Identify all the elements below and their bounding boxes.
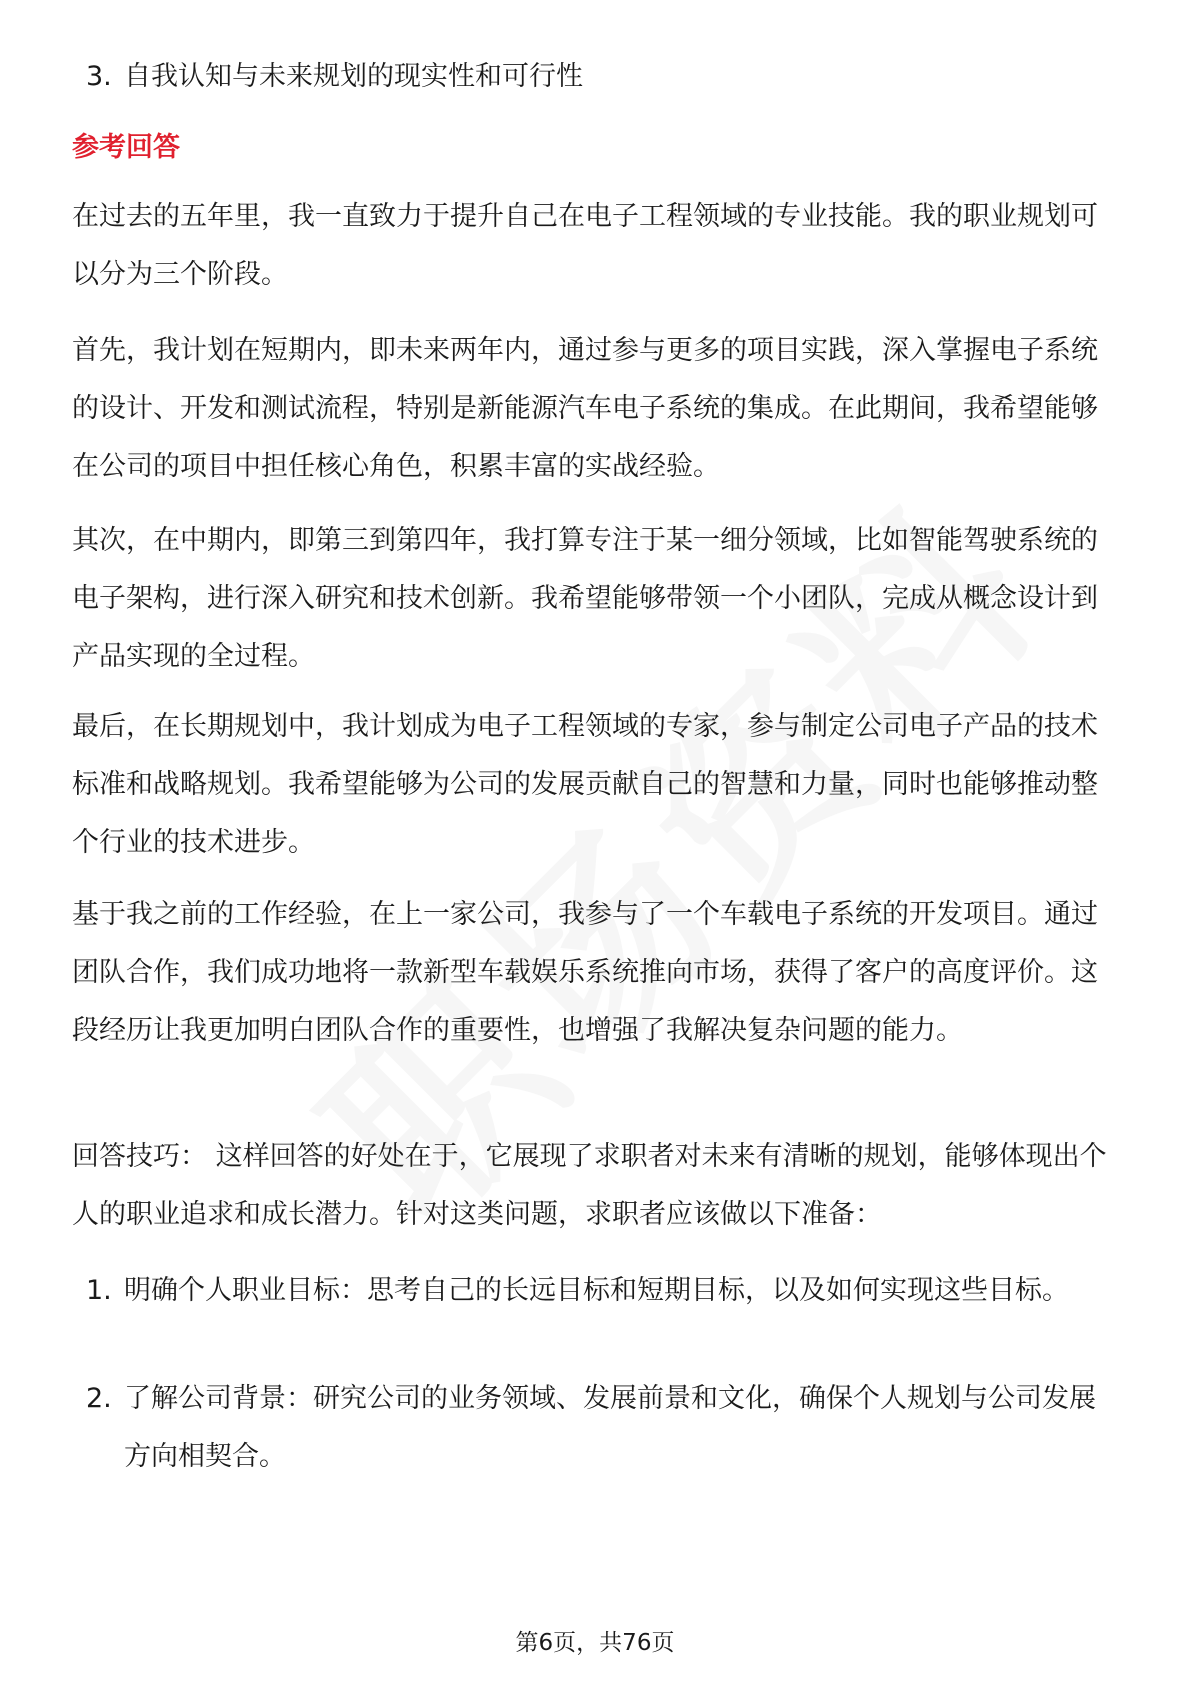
- page-footer: 第6页，共76页: [515, 1630, 675, 1656]
- paragraph-experience: 基于我之前的工作经验，在上一家公司，我参与了一个车载电子系统的开发项目。通过团队合作，我们成功地将一款新型车载娱乐系统推向市场，获得了客户的高度评价。这段经历让我更加明白团队合作的重要性，也增强了我解决复杂问题的能力。: [72, 899, 1098, 1046]
- tip-item: [86, 1370, 1116, 1486]
- list-number: 2.: [86, 1383, 112, 1414]
- paragraph-tips-intro: 回答技巧： 这样回答的好处在于，它展现了求职者对未来有清晰的规划，能够体现出个人的职业追求和成长潜力。针对这类问题，求职者应该做以下准备：: [72, 1141, 1107, 1230]
- paragraph-long-term: 最后，在长期规划中，我计划成为电子工程领域的专家，参与制定公司电子产品的技术标准和战略规划。我希望能够为公司的发展贡献自己的智慧和力量，同时也能够推动整个行业的技术进步。: [72, 711, 1098, 858]
- paragraph-mid-term: 其次，在中期内，即第三到第四年，我打算专注于某一细分领域，比如智能驾驶系统的电子架构，进行深入研究和技术创新。我希望能够带领一个小团队，完成从概念设计到产品实现的全过程。: [72, 525, 1098, 672]
- list-number: 3.: [86, 61, 112, 92]
- list-text: 明确个人职业目标：思考自己的长远目标和短期目标，以及如何实现这些目标。: [124, 1275, 1069, 1306]
- list-item-top: [86, 48, 1116, 106]
- section-label: 参考回答: [72, 132, 180, 163]
- list-text: 自我认知与未来规划的现实性和可行性: [124, 61, 583, 92]
- paragraph-intro: 在过去的五年里，我一直致力于提升自己在电子工程领域的专业技能。我的职业规划可以分为三个阶段。: [72, 201, 1098, 290]
- paragraph-short-term: 首先，我计划在短期内，即未来两年内，通过参与更多的项目实践，深入掌握电子系统的设计、开发和测试流程，特别是新能源汽车电子系统的集成。在此期间，我希望能够在公司的项目中担任核心角色，积累丰富的实战经验。: [72, 335, 1098, 482]
- tip-item: [86, 1262, 1116, 1320]
- list-number: 1.: [86, 1275, 112, 1306]
- list-text: 了解公司背景：研究公司的业务领域、发展前景和文化，确保个人规划与公司发展方向相契合。: [124, 1383, 1096, 1472]
